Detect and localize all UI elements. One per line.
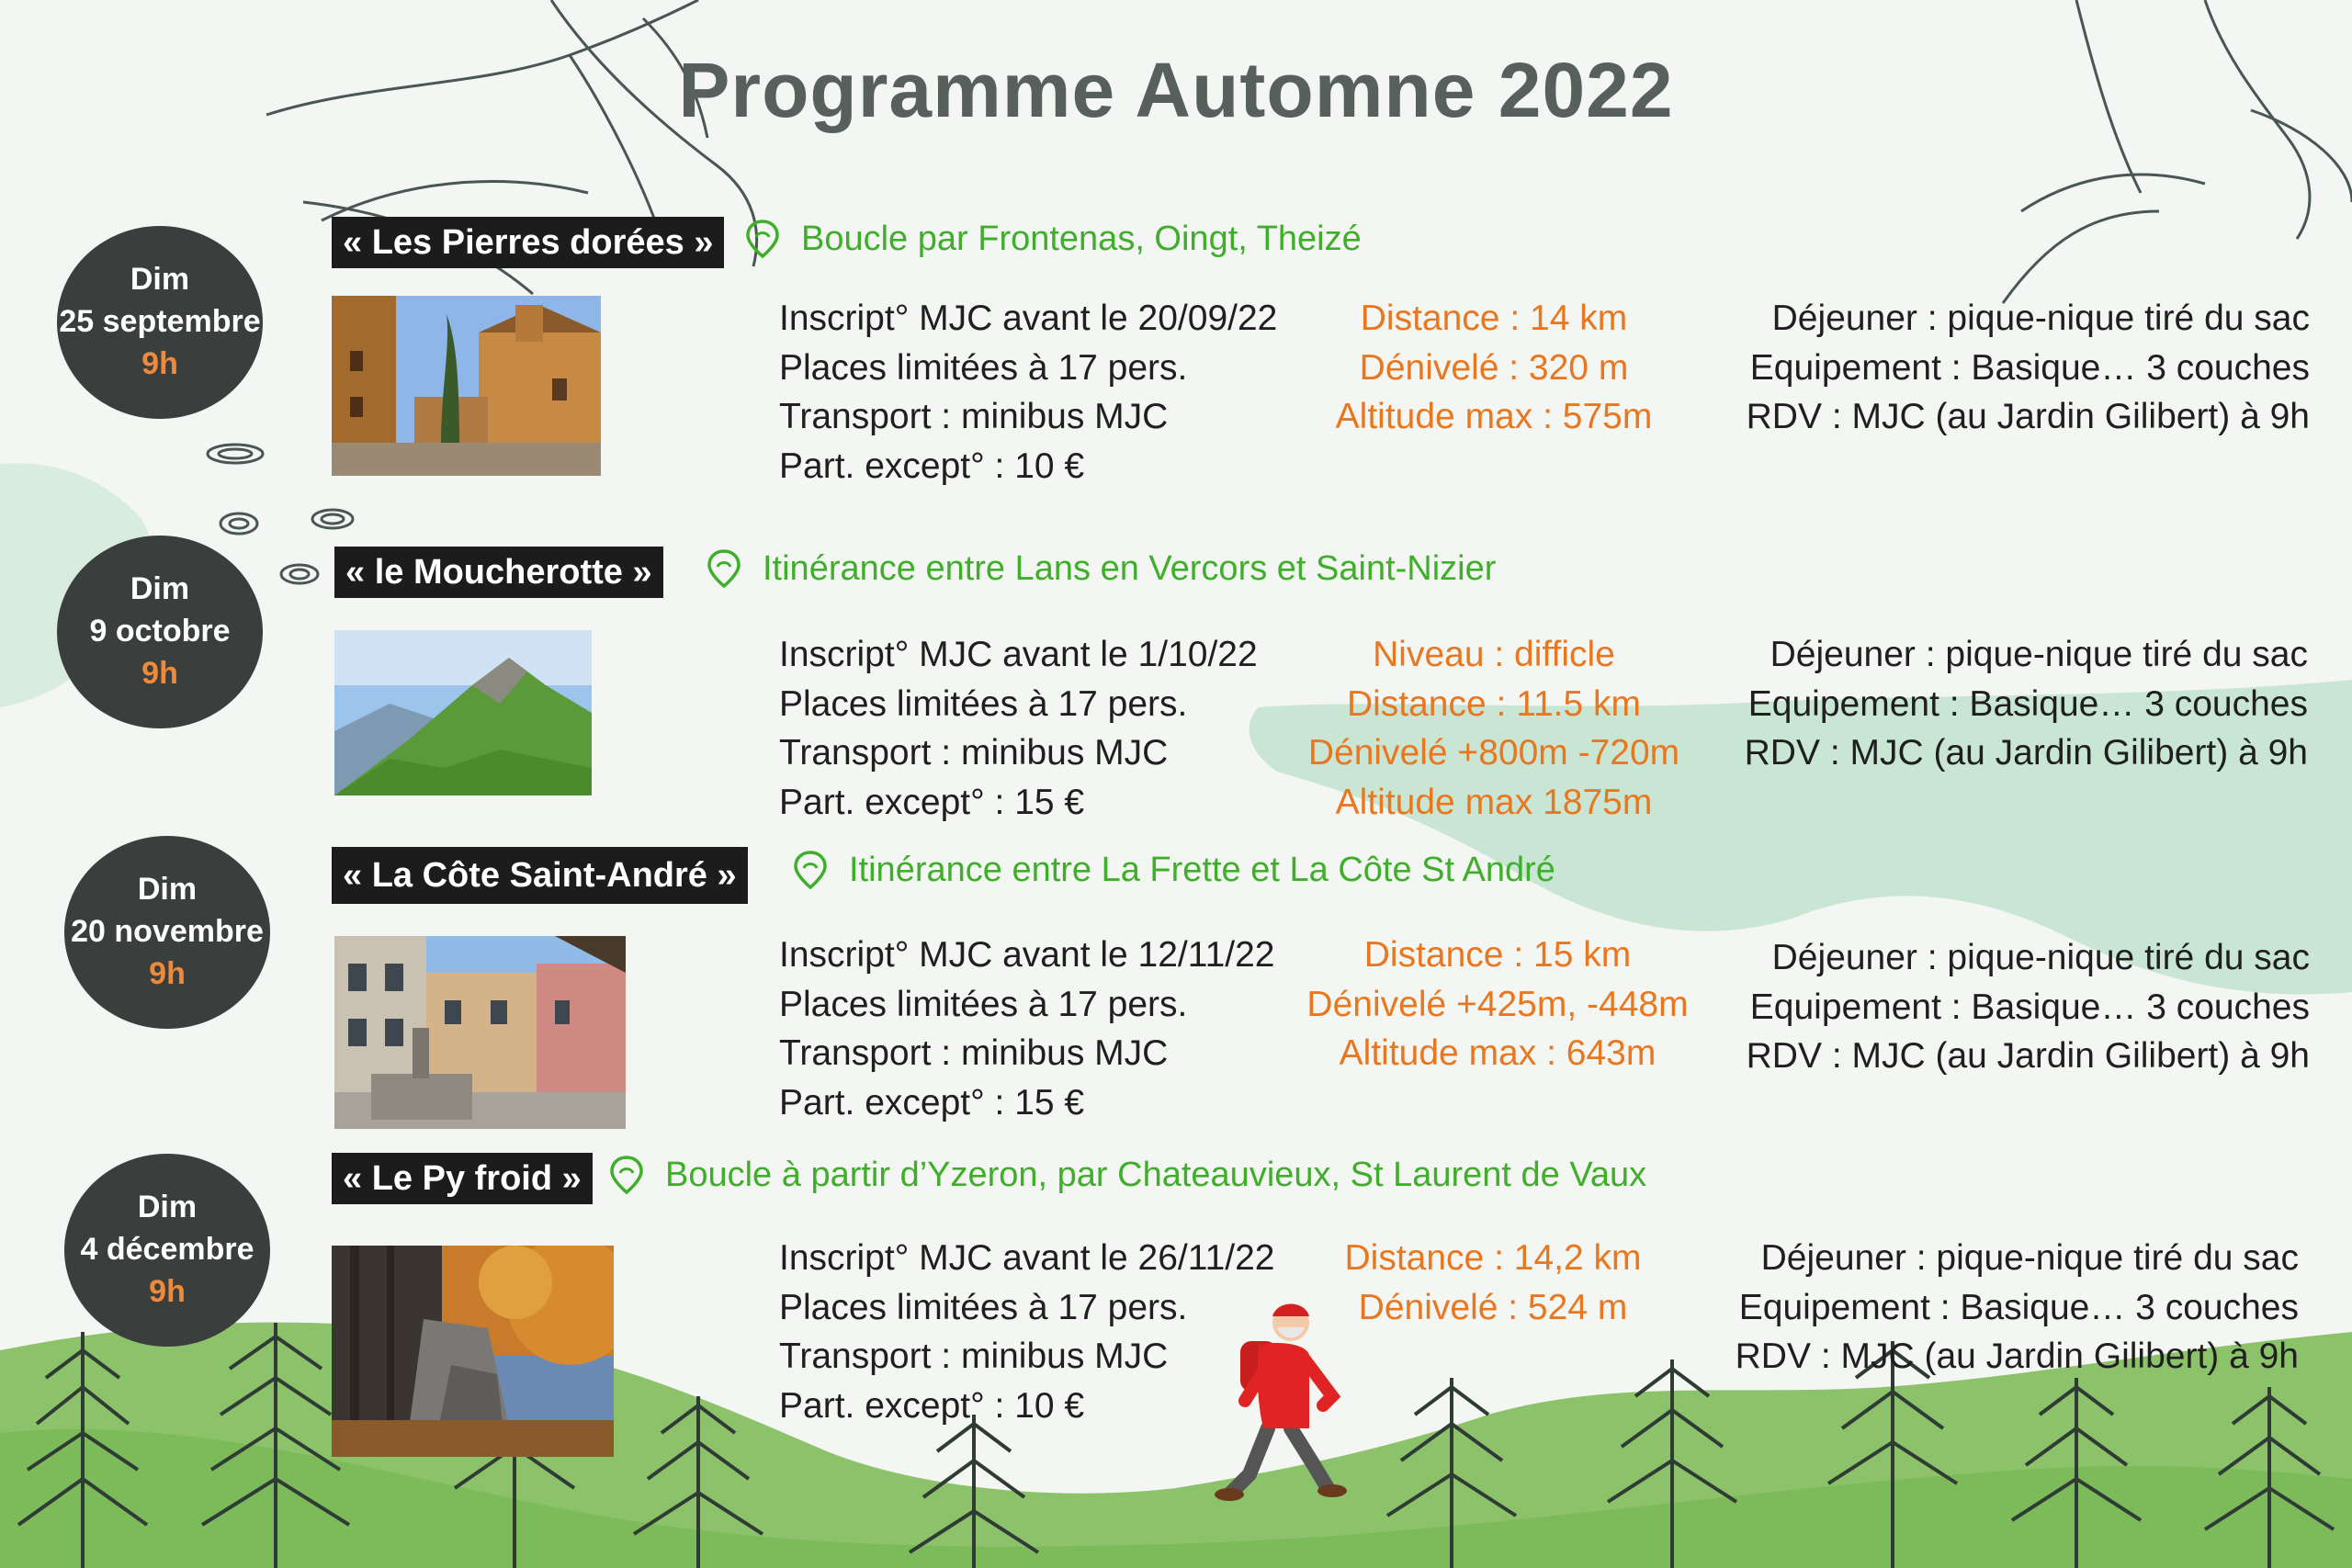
detail-line: Altitude max 1875m xyxy=(1335,782,1653,822)
date-date: 4 décembre xyxy=(80,1232,254,1268)
info-line: Inscript° MJC avant le 1/10/22 xyxy=(779,635,1258,674)
date-day: Dim xyxy=(137,872,198,908)
info-line: Transport : minibus MJC xyxy=(779,733,1169,773)
map-pin-icon xyxy=(744,219,781,259)
info-line: Places limitées à 17 pers. xyxy=(779,1287,1188,1327)
date-hour: 9h xyxy=(149,1273,186,1309)
detail-line: Dénivelé +800m -720m xyxy=(1307,733,1680,773)
date-date: 9 octobre xyxy=(89,614,231,649)
date-date: 20 novembre xyxy=(71,914,264,950)
hike-photo xyxy=(332,296,601,476)
practical-line: RDV : MJC (au Jardin Gilibert) à 9h xyxy=(1746,397,2310,436)
map-pin-icon xyxy=(608,1155,645,1195)
route-line xyxy=(744,219,1362,259)
info-line: Part. except° : 15 € xyxy=(779,782,1085,822)
route-line xyxy=(608,1155,1646,1195)
hike-photo xyxy=(334,630,592,795)
route-line xyxy=(706,548,1496,589)
hike-name-tag: « Le Py froid » xyxy=(332,1153,593,1204)
detail-line: Niveau : difficle xyxy=(1373,635,1615,674)
details-column xyxy=(1283,630,1705,827)
detail-line: Distance : 14 km xyxy=(1360,299,1628,338)
date-day: Dim xyxy=(130,262,190,298)
info-line: Part. except° : 10 € xyxy=(779,446,1085,486)
town-fountain-photo-icon xyxy=(334,936,626,1129)
practical-line: Equipement : Basique… 3 couches xyxy=(1749,347,2310,388)
info-column xyxy=(779,1234,1274,1430)
date-badge xyxy=(64,1154,270,1347)
detail-line: Distance : 15 km xyxy=(1363,935,1632,975)
hike-name-tag: « La Côte Saint-André » xyxy=(332,847,748,904)
hike-photo xyxy=(334,936,626,1129)
date-badge xyxy=(57,226,263,419)
practical-line: Equipement : Basique… 3 couches xyxy=(1749,987,2310,1027)
info-line: Inscript° MJC avant le 20/09/22 xyxy=(779,299,1278,338)
practical-column xyxy=(1747,294,2310,442)
date-day: Dim xyxy=(130,571,190,607)
practical-line: Equipement : Basique… 3 couches xyxy=(1747,683,2308,724)
practical-column xyxy=(1736,1234,2299,1382)
info-line: Inscript° MJC avant le 26/11/22 xyxy=(779,1238,1275,1278)
info-column xyxy=(779,294,1277,491)
hike-name-tag: « Les Pierres dorées » xyxy=(332,217,724,268)
info-line: Part. except° : 10 € xyxy=(779,1385,1085,1426)
details-column xyxy=(1283,294,1705,442)
route-text: Boucle par Frontenas, Oingt, Theizé xyxy=(801,219,1362,258)
practical-line: Equipement : Basique… 3 couches xyxy=(1738,1287,2299,1327)
detail-line: Altitude max : 575m xyxy=(1335,397,1653,436)
village-street-photo-icon xyxy=(332,296,601,476)
hike-name-tag: « le Moucherotte » xyxy=(334,547,663,598)
practical-line: RDV : MJC (au Jardin Gilibert) à 9h xyxy=(1735,1337,2299,1376)
map-pin-icon xyxy=(792,850,829,890)
hiker-illustration xyxy=(1204,1291,1369,1502)
map-pin-icon xyxy=(706,548,742,589)
detail-line: Dénivelé +425m, -448m xyxy=(1306,984,1689,1024)
info-line: Transport : minibus MJC xyxy=(779,1337,1169,1376)
mountain-ridge-photo-icon xyxy=(334,630,592,795)
details-column xyxy=(1286,931,1709,1078)
info-column xyxy=(779,630,1258,827)
date-day: Dim xyxy=(137,1190,198,1225)
page-title: Programme Automne 2022 xyxy=(678,47,1674,133)
info-line: Transport : minibus MJC xyxy=(779,1033,1169,1073)
date-badge xyxy=(57,536,263,728)
route-line xyxy=(792,850,1555,890)
practical-line: Déjeuner : pique-nique tiré du sac xyxy=(1770,635,2308,674)
date-hour: 9h xyxy=(141,345,178,381)
route-text: Itinérance entre La Frette et La Côte St André xyxy=(849,850,1555,889)
detail-line: Distance : 11.5 km xyxy=(1346,683,1642,724)
info-line: Part. except° : 15 € xyxy=(779,1082,1085,1122)
info-line: Inscript° MJC avant le 12/11/22 xyxy=(779,935,1275,975)
detail-line: Dénivelé : 320 m xyxy=(1359,347,1629,388)
info-line: Transport : minibus MJC xyxy=(779,397,1169,436)
practical-column xyxy=(1745,630,2308,778)
detail-line: Dénivelé : 524 m xyxy=(1358,1287,1628,1327)
autumn-forest-rock-photo-icon xyxy=(332,1246,614,1457)
info-column xyxy=(779,931,1274,1127)
practical-line: RDV : MJC (au Jardin Gilibert) à 9h xyxy=(1744,733,2308,773)
date-date: 25 septembre xyxy=(59,304,261,340)
practical-line: Déjeuner : pique-nique tiré du sac xyxy=(1760,1238,2299,1278)
practical-line: Déjeuner : pique-nique tiré du sac xyxy=(1771,299,2310,338)
detail-line: Distance : 14,2 km xyxy=(1344,1238,1642,1278)
practical-column xyxy=(1747,933,2310,1081)
detail-line: Altitude max : 643m xyxy=(1339,1033,1657,1073)
route-text: Itinérance entre Lans en Vercors et Saint-Nizier xyxy=(763,548,1497,588)
date-hour: 9h xyxy=(149,955,186,991)
date-badge xyxy=(64,836,270,1029)
info-line: Places limitées à 17 pers. xyxy=(779,984,1188,1024)
hike-photo xyxy=(332,1246,614,1457)
info-line: Places limitées à 17 pers. xyxy=(779,347,1188,388)
info-line: Places limitées à 17 pers. xyxy=(779,683,1188,724)
practical-line: Déjeuner : pique-nique tiré du sac xyxy=(1771,938,2310,977)
date-hour: 9h xyxy=(141,655,178,691)
practical-line: RDV : MJC (au Jardin Gilibert) à 9h xyxy=(1746,1036,2310,1076)
route-text: Boucle à partir d’Yzeron, par Chateauvieux, St Laurent de Vaux xyxy=(665,1155,1647,1194)
